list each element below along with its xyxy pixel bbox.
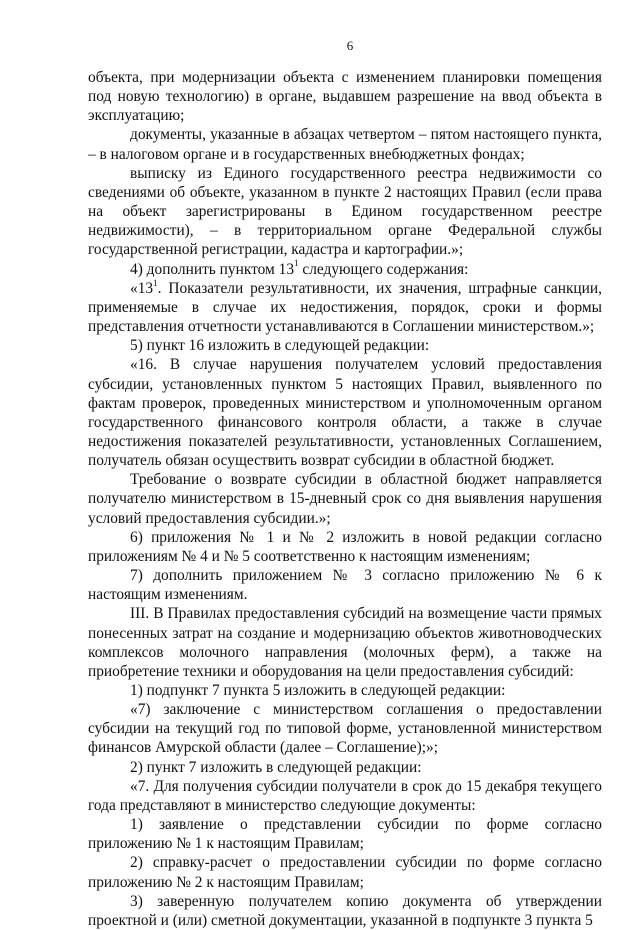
superscript: 1 xyxy=(294,258,299,269)
paragraph-text: 2) пункт 7 изложить в следующей редакции: xyxy=(130,758,422,776)
paragraph-text: следующего содержания: xyxy=(298,260,469,278)
page-number: 6 xyxy=(346,38,354,53)
paragraph xyxy=(88,758,602,777)
paragraph xyxy=(88,355,602,470)
paragraph-text: 2) справку-расчет о предоставлении субсидии по форме согласно приложению № 2 к настоящим Правилам; xyxy=(88,854,602,891)
paragraph xyxy=(88,336,602,355)
paragraph-text: «16. В случае нарушения получателем условий предоставления субсидии, установленных пунктом 5 настоящих Правил, выявленного по фактам проверок, проведенных министерством и уполномоченным органом государственного финансового контроля области, а также в случае недостижения показателей результативности, установленных Соглашением, получатель обязан осуществить возврат субсидии в областной бюджет. xyxy=(88,356,602,470)
paragraph-text: выписку из Единого государственного реестра недвижимости со сведениями об объекте, указанном в пункте 2 настоящих Правил (если права на объект зарегистрированы в Едином государственном реестре недвижимости), – в территориальном органе Федеральной службы государственной регистрации, кадастра и картографии.»; xyxy=(88,164,602,259)
paragraph-text: 5) пункт 16 изложить в следующей редакции: xyxy=(130,337,430,355)
paragraph xyxy=(88,777,602,815)
superscript: 1 xyxy=(153,277,158,288)
paragraph xyxy=(88,681,602,700)
paragraph-text: Требование о возврате субсидии в областной бюджет направляется получателю министерством в 15-дневный срок со дня выявления нарушения условий предоставления субсидии.»; xyxy=(88,471,602,527)
paragraph xyxy=(88,470,602,527)
paragraph-text: 7) дополнить приложением № 3 согласно приложению № 6 к настоящим изменениям. xyxy=(88,567,602,604)
paragraph xyxy=(88,125,602,163)
paragraph xyxy=(88,815,602,853)
paragraph xyxy=(88,68,602,125)
paragraph xyxy=(88,528,602,566)
paragraph-text: 4) дополнить пунктом 13 xyxy=(130,260,295,278)
paragraph xyxy=(88,260,602,279)
paragraph-text: . Показатели результативности, их значения, штрафные санкции, применяемые в случае их недостижения, порядок, сроки и формы представления отчетности устанавливаются в Соглашении министерством.»; xyxy=(88,279,602,336)
paragraph xyxy=(88,604,602,681)
paragraph xyxy=(88,700,602,757)
paragraph xyxy=(88,566,602,604)
paragraph-text: «7. Для получения субсидии получатели в срок до 15 декабря текущего года представляют в министерство следующие документы: xyxy=(88,777,602,814)
paragraph xyxy=(88,279,602,336)
paragraph-text: III. В Правилах предоставления субсидий на возмещение части прямых понесенных затрат на создание и модернизацию объектов животноводческих комплексов молочного направления (молочных ферм), а также на приобретение техники и оборудования на цели предоставления субсидий: xyxy=(88,605,602,680)
paragraph-text: документы, указанные в абзацах четвертом – пятом настоящего пункта, – в налоговом органе и в государственных внебюджетных фондах; xyxy=(88,126,602,163)
paragraph xyxy=(88,892,602,930)
paragraph-text: «13 xyxy=(130,279,154,297)
paragraph-text: объекта, при модернизации объекта с изменением планировки помещения под новую технологию) в органе, выдавшем разрешение на ввод объекта в эксплуатацию; xyxy=(88,69,602,125)
paragraph-text: 6) приложения № 1 и № 2 изложить в новой редакции согласно приложениям № 4 и № 5 соответственно к настоящим изменениям; xyxy=(88,528,602,565)
paragraph xyxy=(88,164,602,260)
paragraph-text: 1) подпункт 7 пункта 5 изложить в следующей редакции: xyxy=(130,682,506,699)
document-body xyxy=(88,68,602,930)
paragraph xyxy=(88,853,602,891)
paragraph-text: 3) заверенную получателем копию документа об утверждении проектной и (или) сметной документации, указанной в подпункте 3 пункта 5 xyxy=(88,892,602,929)
paragraph-text: «7) заключение с министерством соглашения о предоставлении субсидии на текущий год по типовой форме, установленной министерством финансов Амурской области (далее – Соглашение);»; xyxy=(88,701,602,757)
paragraph-text: 1) заявление о представлении субсидии по форме согласно приложению № 1 к настоящим Правилам; xyxy=(88,816,602,853)
